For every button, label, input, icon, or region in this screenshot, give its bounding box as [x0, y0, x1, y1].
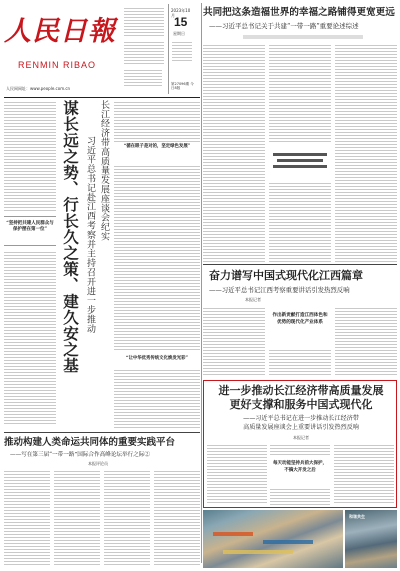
- masthead: [4, 4, 194, 96]
- belt-subhead-line1: ——习近平总书记在进一步推动长江经济带: [243, 415, 359, 422]
- jiangxi-subhead: ——习近平总书记江西考察重要讲话引发热烈反响: [209, 286, 350, 294]
- bottom-story-subhead: ——写在第三届“一带一路”国际合作高峰论坛举行之际②: [10, 452, 150, 458]
- date-box: [168, 4, 194, 94]
- left-column-box: [4, 216, 56, 246]
- vertical-subtitle: 习近平总书记赴江西考察并主持召开进一步推动: [85, 136, 95, 334]
- photo-caption: 和谐共生: [349, 514, 365, 519]
- date-day: 15: [174, 15, 188, 29]
- belt-byline: 本报记者: [293, 435, 309, 440]
- masthead-url: 人民网网址：www.people.com.cn: [6, 86, 71, 91]
- pull-quote-1: “循在眼子是对的，坚定绿色发展”: [123, 144, 191, 149]
- jiangxi-box-heading: 作出新贡献打造江西体色和优势的现代化产业体系: [272, 313, 328, 325]
- jiangxi-byline: 本报记者: [245, 297, 261, 302]
- vertical-kicker: 长江经济带高质量发展座谈会纪实: [99, 100, 109, 241]
- bottom-story-byline: 本报评论员: [88, 461, 108, 466]
- bottom-story-headline: 推动构建人类命运共同体的重要实践平台: [4, 437, 176, 448]
- vertical-feature: [4, 100, 200, 430]
- belt-subhead-line2: 高质量发展座谈会上重要讲话引发热烈反响: [243, 424, 359, 431]
- vertical-main-headline: 谋长远之势、行长久之策、建久安之基: [61, 100, 80, 374]
- top-story-headline: 共同把这条造福世界的幸福之路铺得更宽更远: [203, 7, 395, 18]
- masthead-pinyin: RENMIN RIBAO: [18, 60, 97, 70]
- top-story: [203, 3, 397, 263]
- belt-box-1-heading: 每天动能坚持兵前大保护，不搞大开发之后: [273, 461, 327, 473]
- belt-box-1: [270, 459, 330, 485]
- port-photo: [203, 510, 397, 568]
- belt-headline-line1: 进一步推动长江经济带高质量发展: [218, 384, 384, 397]
- left-column-box-heading: “坚持把共建人民群众与保护摆在第一位”: [6, 221, 54, 232]
- newspaper-logo: 人民日報: [4, 16, 116, 47]
- jiangxi-headline: 奋力谱写中国式现代化江西篇章: [209, 269, 363, 282]
- edition-info: 第27096期 今日8版: [171, 82, 194, 90]
- belt-story-frame: [203, 380, 397, 508]
- jiangxi-story: [203, 266, 397, 378]
- top-story-subhead: ——习近平总书记关于共建“一带一路”重要论述综述: [209, 22, 359, 30]
- jiangxi-box: [269, 306, 331, 346]
- belt-headline-line2: 更好支撑和服务中国式现代化: [229, 398, 373, 411]
- date-year-month: 2023年10月: [171, 8, 191, 18]
- bottom-story: [4, 435, 200, 567]
- top-story-callout: [269, 147, 331, 177]
- pull-quote-2: “让中华优秀传统文化焕发光彩”: [125, 356, 189, 361]
- masthead-info-box: [124, 4, 164, 94]
- date-weekday: 星期日: [173, 31, 185, 36]
